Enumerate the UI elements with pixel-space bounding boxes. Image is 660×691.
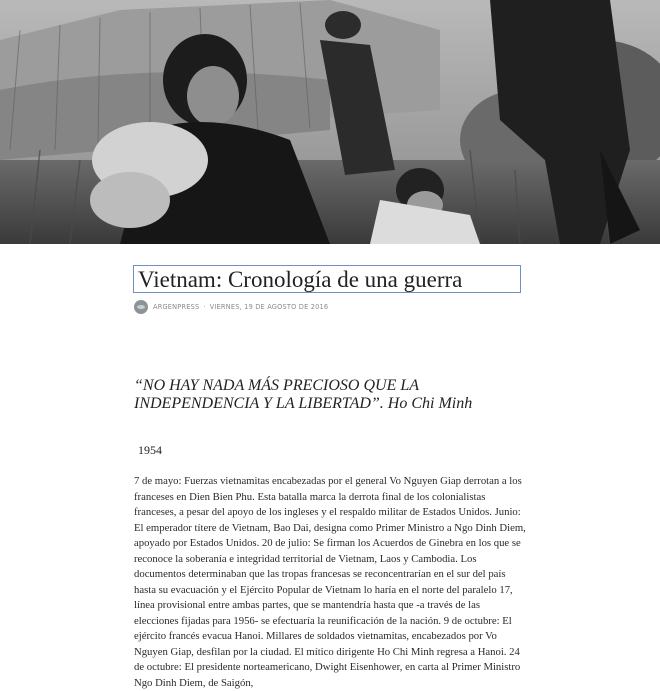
author-name[interactable]: ARGENPRESS <box>153 303 200 311</box>
article-title-box[interactable] <box>133 265 521 293</box>
author-avatar[interactable] <box>134 300 148 314</box>
hero-image <box>0 0 660 244</box>
hero-photo <box>0 0 660 244</box>
article-body: 7 de mayo: Fuerzas vietnamitas encabezadas por el general Vo Nguyen Giap derrotan a los franceses en Dien Bien Phu. Esta batalla marca la derrota final de los colonialistas franceses, a pesar del apoyo de los ingleses y el respaldo militar de Estados Unidos. Junio: El emperador títere de Vietnam, Bao Dai, designa como Primer Ministro a Ngo Dinh Diem, apoyado por Estados Unidos. 20 de julio: Se firman los Acuerdos de Ginebra en los que se reconoce la soberanía e integridad territorial de Vietnam, Laos y Cambodia. Los documentos determinaban que las tropas francesas se reconcentrarían en el sur del país hasta su evacuación y el Ejército Popular de Vietnam lo haría en el norte del paralelo 17, línea provisional entre ambas partes, que se mantendría hasta que -a través de las elecciones fijadas para 1956- se efectuaría la reunificación de la nación. 9 de octubre: El ejército francés evacua Hanoi. Millares de soldados vietnamitas, encabezados por Vo Nguyen Giap, desfilan por la ciudad. El mítico dirigente Ho Chi Minh regresa a Hanoi. 24 de octubre: El presidente norteamericano, Dwight Eisenhower, en carta al Primer Ministro Ngo Dinh Diem, de Saigón, <box>134 475 526 689</box>
section-year: 1954 <box>138 443 162 457</box>
article-title: Vietnam: Cronología de una guerra <box>138 267 463 292</box>
byline-separator: · <box>203 303 206 311</box>
publish-date: VIERNES, 19 DE AGOSTO DE 2016 <box>209 303 329 311</box>
article-quote: “NO HAY NADA MÁS PRECIOSO QUE LA INDEPENDENCIA Y LA LIBERTAD”. Ho Chi Minh <box>134 377 473 412</box>
byline <box>134 299 328 315</box>
